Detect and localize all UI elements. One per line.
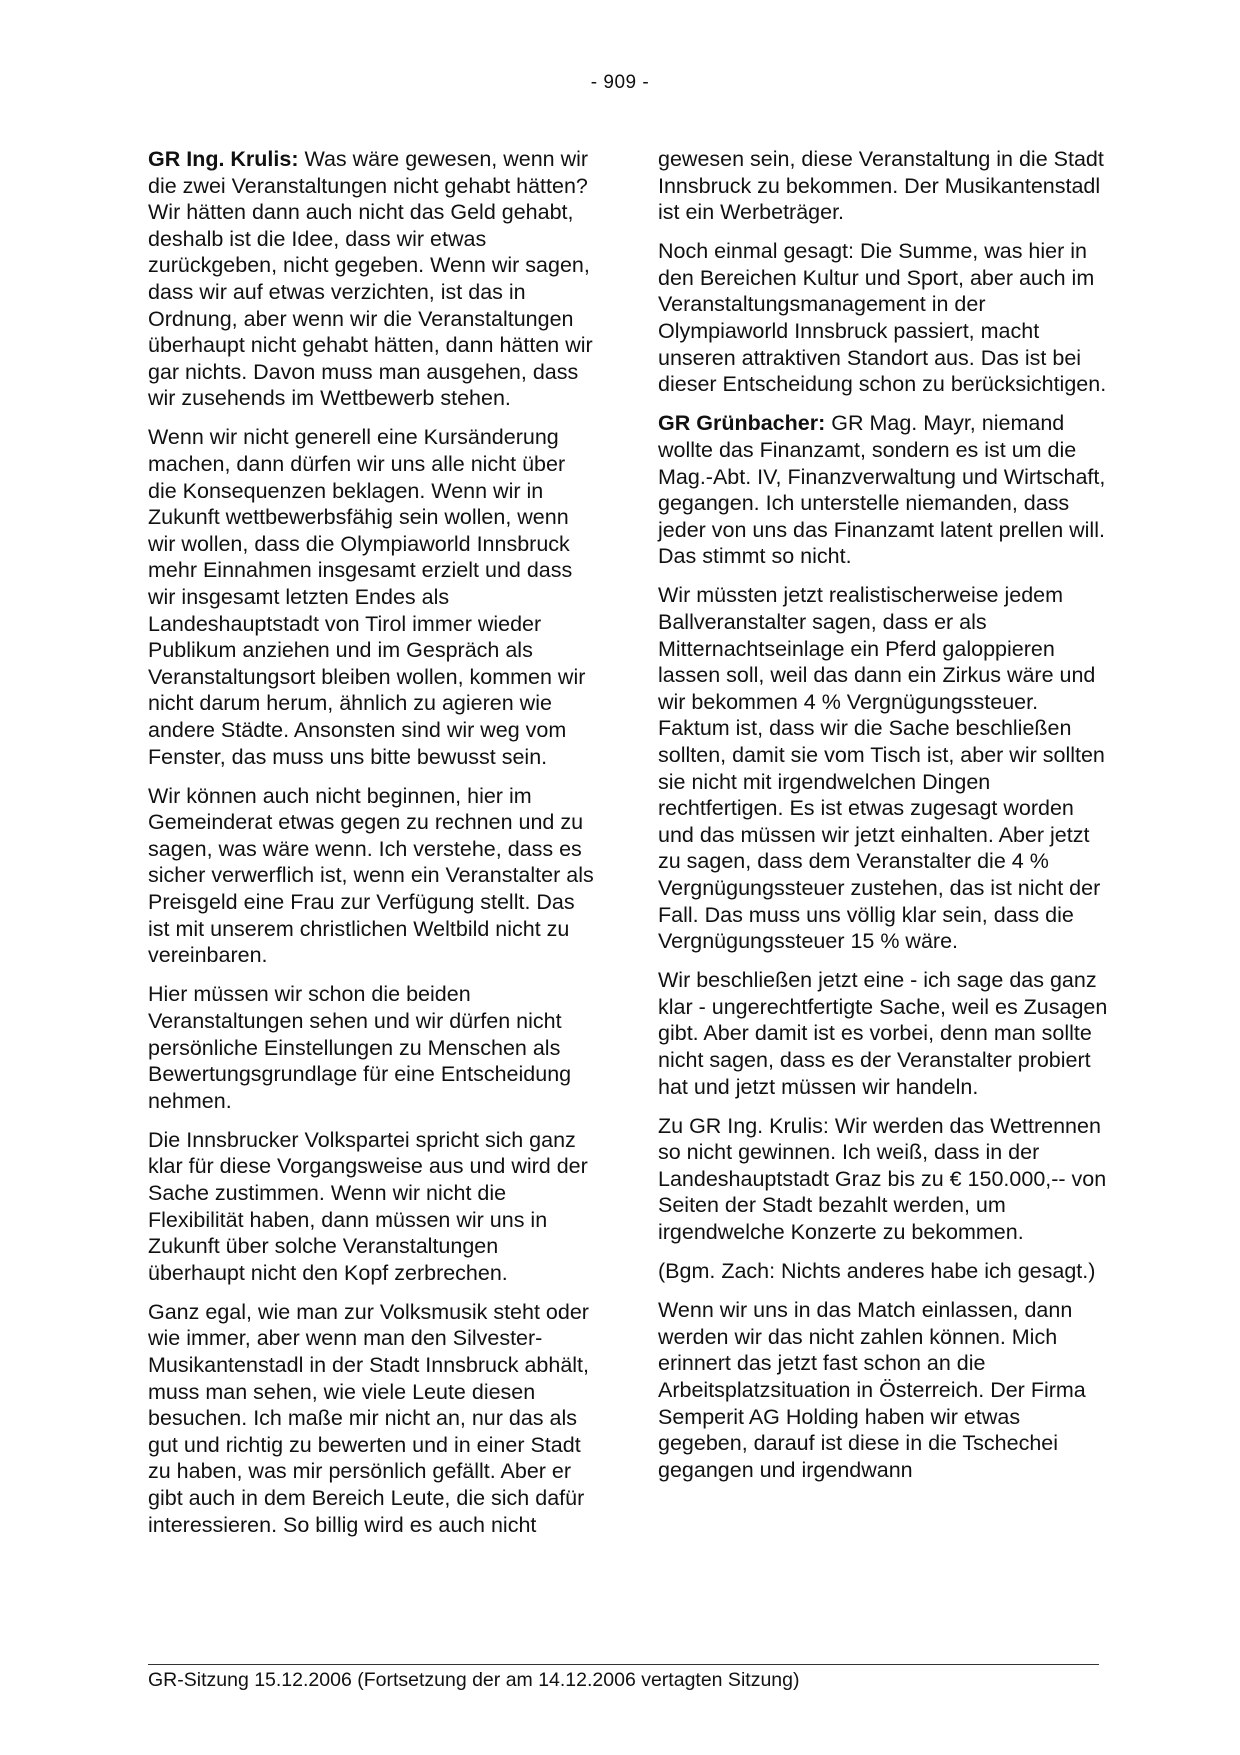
speaker-name: GR Grünbacher:	[658, 411, 826, 436]
paragraph: Wenn wir uns in das Match einlassen, dann werden wir das nicht zahlen können. Mich erinnert das jetzt fast schon an die Arbeitsplatzsituation in Österreich. Der Firma Semperit AG Holding haben wir etwas gegeben, darauf ist diese in die Tschechei gegangen und irgendwann	[658, 1298, 1086, 1482]
right-column	[658, 146, 1108, 1496]
paragraph: Noch einmal gesagt: Die Summe, was hier in den Bereichen Kultur und Sport, aber auch im Veranstaltungsmanagement in der Olympiaworld Innsbruck passiert, macht unseren attraktiven Standort aus. Das ist bei dieser Entscheidung schon zu berücksichtigen.	[658, 239, 1107, 397]
paragraph: Hier müssen wir schon die beiden Veranstaltungen sehen und wir dürfen nicht persönliche Einstellungen zu Menschen als Bewertungsgrundlage für eine Entscheidung nehmen.	[148, 982, 572, 1113]
paragraph	[148, 146, 598, 412]
footer-text: GR-Sitzung 15.12.2006 (Fortsetzung der am 14.12.2006 vertagten Sitzung)	[148, 1669, 800, 1691]
paragraph-text: Was wäre gewesen, wenn wir die zwei Veranstaltungen nicht gehabt hätten? Wir hätten dann auch nicht das Geld gehabt, deshalb ist die Idee, dass wir etwas zurückgeben, nicht gegeben. Wenn wir sagen, dass wir auf etwas verzichten, ist das in Ordnung, aber wenn wir die Veranstaltungen überhaupt nicht gehabt hätten, dann hätten wir gar nichts. Davon muss man ausgehen, dass wir zusehends im Wettbewerb stehen.	[148, 147, 593, 411]
paragraph: Ganz egal, wie man zur Volksmusik steht oder wie immer, aber wenn man den Silvester-Musikantenstadl in der Stadt Innsbruck abhält, muss man sehen, wie viele Leute diesen besuchen. Ich maße mir nicht an, nur das als gut und richtig zu bewerten und in einer Stadt zu haben, was mir persönlich gefällt. Aber er gibt auch in dem Bereich Leute, die sich dafür interessieren. So billig wird es auch nicht	[148, 1299, 590, 1537]
paragraph: Wir müssten jetzt realistischerweise jedem Ballveranstalter sagen, dass er als Mitternachtseinlage ein Pferd galoppieren lassen soll, weil das dann ein Zirkus wäre und wir bekommen 4 % Vergnügungssteuer. Faktum ist, dass wir die Sache beschließen sollten, damit sie vom Tisch ist, aber wir sollten sie nicht mit irgendwelchen Dingen rechtfertigen. Es ist etwas zugesagt worden und das müssen wir jetzt einhalten. Aber jetzt zu sagen, dass dem Veranstalter die 4 % Vergnügungssteuer zustehen, das ist nicht der Fall. Das muss uns völlig klar sein, dass die Vergnügungssteuer 15 % wäre.	[658, 583, 1105, 954]
paragraph: Wir können auch nicht beginnen, hier im Gemeinderat etwas gegen zu rechnen und zu sagen, was wäre wenn. Ich verstehe, dass es sicher verwerflich ist, wenn ein Veranstalter als Preisgeld eine Frau zur Verfügung stellt. Das ist mit unserem christlichen Weltbild nicht zu vereinbaren.	[148, 783, 594, 968]
page-number: - 909 -	[590, 72, 650, 93]
speaker-name: GR Ing. Krulis:	[148, 147, 299, 171]
paragraph: Wenn wir nicht generell eine Kursänderung machen, dann dürfen wir uns alle nicht über die Konsequenzen beklagen. Wenn wir in Zukunft wettbewerbsfähig sein wollen, wenn wir wollen, dass die Olympiaworld Innsbruck mehr Einnahmen insgesamt erzielt und dass wir insgesamt letzten Endes als Landeshauptstadt von Tirol immer wieder Publikum anziehen und im Gespräch als Veranstaltungsort bleiben wollen, kommen wir nicht darum herum, ähnlich zu agieren wie andere Städte. Ansonsten sind wir weg vom Fenster, das muss uns bitte bewusst sein.	[148, 425, 586, 769]
paragraph: Wir beschließen jetzt eine - ich sage das ganz klar - ungerechtfertigte Sache, weil es Zusagen gibt. Aber damit ist es vorbei, denn man sollte nicht sagen, dass es der Veranstalter probiert hat und jetzt müssen wir handeln.	[658, 968, 1108, 1099]
paragraph	[658, 410, 1108, 570]
paragraph: gewesen sein, diese Veranstaltung in die Stadt Innsbruck zu bekommen. Der Musikantenstadl ist ein Werbeträger.	[658, 147, 1104, 225]
left-column	[148, 146, 598, 1551]
paragraph-text: GR Mag. Mayr, niemand wollte das Finanzamt, sondern es ist um die Mag.-Abt. IV, Finanzverwaltung und Wirtschaft, gegangen. Ich unterstelle niemanden, dass jeder von uns das Finanzamt latent prellen will. Das stimmt so nicht.	[658, 411, 1106, 569]
paragraph: Die Innsbrucker Volkspartei spricht sich ganz klar für diese Vorgangsweise aus und wird der Sache zustimmen. Wenn wir nicht die Flexibilität haben, dann müssen wir uns in Zukunft über solche Veranstaltungen überhaupt nicht den Kopf zerbrechen.	[148, 1127, 588, 1285]
paragraph: (Bgm. Zach: Nichts anderes habe ich gesagt.)	[658, 1259, 1096, 1284]
footer-divider	[148, 1664, 1099, 1665]
paragraph: Zu GR Ing. Krulis: Wir werden das Wettrennen so nicht gewinnen. Ich weiß, dass in der Landeshauptstadt Graz bis zu € 150.000,-- von Seiten der Stadt bezahlt werden, um irgendwelche Konzerte zu bekommen.	[658, 1113, 1107, 1245]
